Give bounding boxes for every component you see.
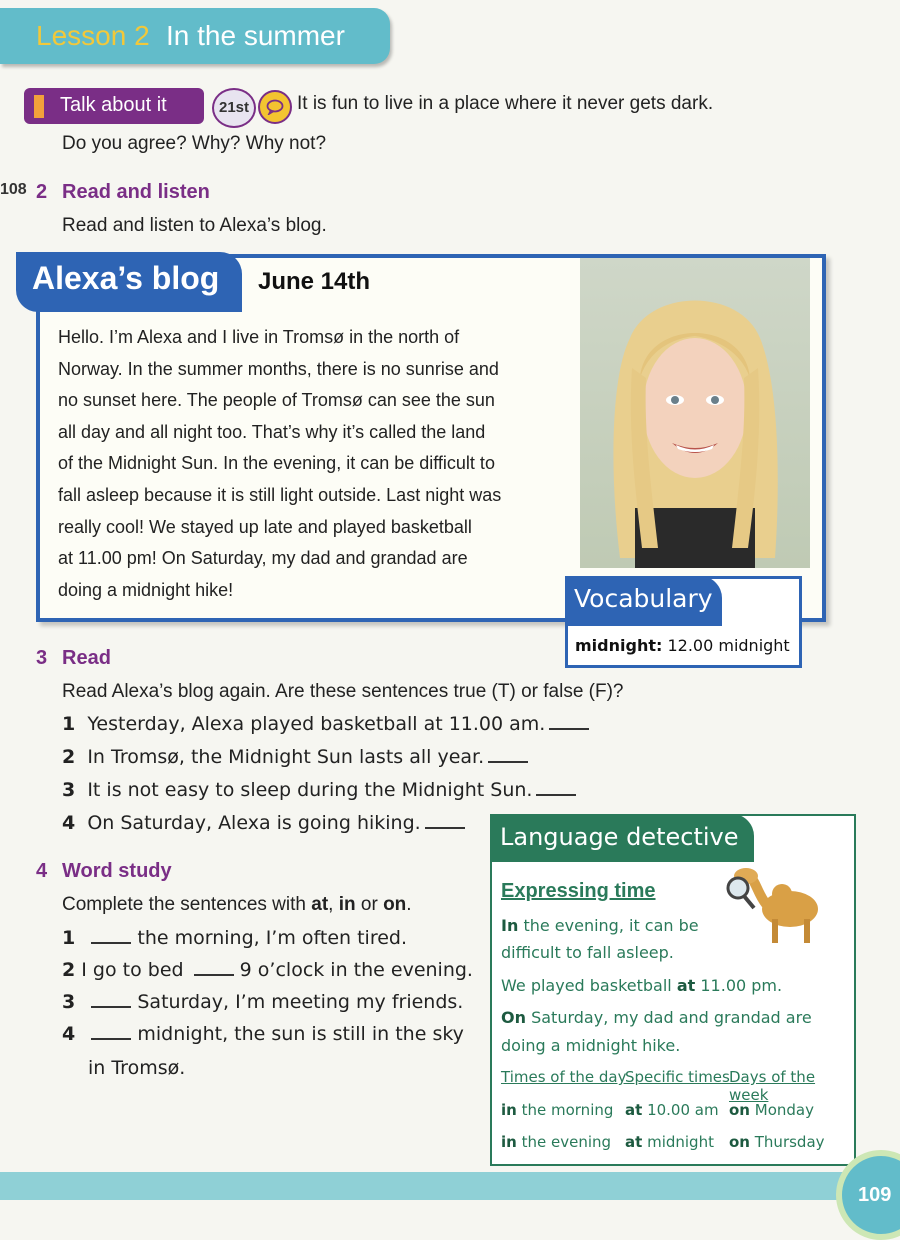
vocabulary-term: midnight: — [575, 636, 663, 655]
item-text: In Tromsø, the Midnight Sun lasts all year. — [87, 746, 485, 768]
example-text: Saturday, my dad and grandad are — [531, 1008, 812, 1027]
cell-text: Monday — [754, 1101, 814, 1119]
column-header: Specific times — [625, 1068, 730, 1086]
tf-item — [62, 713, 589, 735]
item-text: the morning, I’m often tired. — [137, 927, 408, 949]
tf-item — [62, 779, 576, 801]
item-text: On Saturday, Alexa is going hiking. — [87, 812, 421, 834]
answer-blank[interactable] — [91, 1006, 131, 1008]
answer-blank[interactable] — [536, 794, 576, 796]
keyword: on — [729, 1133, 750, 1151]
section4-title: Word study — [62, 860, 172, 882]
detective-subtitle: Expressing time — [501, 880, 656, 902]
item-number: 1 — [62, 713, 76, 735]
answer-blank[interactable] — [194, 974, 234, 976]
word-study-item-continuation: in Tromsø. — [88, 1057, 186, 1079]
table-cell — [625, 1101, 719, 1119]
example-text: 11.00 pm. — [700, 976, 783, 995]
keyword: in — [501, 1101, 517, 1119]
item-text: midnight, the sun is still in the sky — [137, 1023, 464, 1045]
item-number: 2 — [62, 746, 76, 768]
vocabulary-box — [565, 576, 802, 668]
section3-instruction: Read Alexa’s blog again. Are these sentences true (T) or false (F)? — [62, 681, 624, 702]
vocabulary-header — [565, 576, 722, 626]
lesson-number: Lesson 2 — [36, 20, 150, 51]
vocabulary-definition: 12.00 midnight — [667, 636, 790, 655]
example-1-cont: difficult to fall asleep. — [501, 943, 674, 962]
item-text: Saturday, I’m meeting my friends. — [137, 991, 464, 1013]
keyword-on: On — [501, 1008, 526, 1027]
blog-line: at 11.00 pm! On Saturday, my dad and grandad are — [58, 548, 468, 569]
period: . — [406, 894, 412, 915]
item-number: 4 — [62, 812, 76, 834]
item-number: 1 — [62, 927, 76, 949]
blog-line: doing a midnight hike! — [58, 579, 234, 600]
table-cell — [625, 1133, 714, 1151]
cell-text: Thursday — [754, 1133, 825, 1151]
blog-line: fall asleep because it is still light outside. Last night was — [58, 484, 502, 505]
or-text: or — [360, 894, 378, 915]
camel-detective-icon — [720, 864, 830, 946]
table-cell — [729, 1133, 825, 1151]
vocabulary-title: Vocabulary — [574, 584, 713, 613]
example-text: We played basketball — [501, 976, 672, 995]
blog-date: June 14th — [258, 268, 371, 295]
word-study-item — [62, 1023, 464, 1045]
tf-item — [62, 746, 528, 768]
section4-number: 4 — [36, 860, 48, 882]
blog-title: Alexa’s blog — [32, 260, 220, 296]
column-header: Times of the day — [501, 1068, 627, 1086]
item-text: 9 o’clock in the evening. — [239, 959, 473, 981]
word-study-item — [62, 959, 473, 981]
talk-about-it-header — [24, 88, 204, 124]
page-number: 109 — [858, 1184, 892, 1206]
keyword-in: in — [338, 894, 356, 915]
section4-instruction — [62, 894, 412, 916]
keyword-at: at — [676, 976, 696, 995]
example-text: the evening, it can be — [523, 916, 699, 935]
section3-title: Read — [62, 647, 111, 669]
section1-prompt: It is fun to live in a place where it never gets dark. — [297, 93, 714, 114]
footer-band — [0, 1172, 900, 1200]
item-text: Yesterday, Alexa played basketball at 11.00 am. — [87, 713, 546, 735]
cell-text: the morning — [521, 1101, 614, 1119]
keyword: at — [625, 1101, 643, 1119]
blog-title-tab — [16, 252, 242, 312]
answer-blank[interactable] — [425, 827, 465, 829]
item-number: 3 — [62, 991, 76, 1013]
item-number: 2 — [62, 959, 76, 981]
section1-question: Do you agree? Why? Why not? — [62, 133, 327, 154]
word-study-item — [62, 927, 407, 949]
keyword: in — [501, 1133, 517, 1151]
section3-number: 3 — [36, 647, 48, 669]
item-number: 3 — [62, 779, 76, 801]
language-detective-header — [490, 814, 754, 862]
example-1 — [501, 916, 699, 935]
blog-line: no sunset here. The people of Tromsø can see the sun — [58, 390, 495, 411]
language-detective-title: Language detective — [500, 823, 739, 851]
keyword: at — [625, 1133, 643, 1151]
section2-number: 2 — [36, 181, 48, 203]
cell-text: the evening — [521, 1133, 612, 1151]
section2-instruction: Read and listen to Alexa’s blog. — [62, 215, 327, 236]
blog-line: of the Midnight Sun. In the evening, it can be difficult to — [58, 453, 495, 474]
table-cell — [501, 1101, 613, 1119]
table-cell — [729, 1101, 814, 1119]
item-text: I go to bed — [81, 959, 184, 981]
blog-line: really cool! We stayed up late and played basketball — [58, 516, 472, 537]
example-3-cont: doing a midnight hike. — [501, 1036, 681, 1055]
21st-century-skills-icon: 21st — [212, 88, 256, 128]
blog-line: all day and all night too. That’s why it’s called the land — [58, 421, 486, 442]
lesson-banner — [0, 8, 390, 64]
tf-item — [62, 812, 465, 834]
speech-bubble-icon — [258, 90, 292, 124]
answer-blank[interactable] — [91, 1038, 131, 1040]
answer-blank[interactable] — [549, 728, 589, 730]
lesson-title: In the summer — [166, 20, 345, 51]
section2-title: Read and listen — [62, 181, 210, 203]
example-3 — [501, 1008, 812, 1027]
item-text: It is not easy to sleep during the Midnight Sun. — [87, 779, 533, 801]
item-number: 4 — [62, 1023, 76, 1045]
blog-line: Norway. In the summer months, there is no sunrise and — [58, 358, 499, 379]
audio-track-number: 108 — [0, 181, 27, 198]
section-marker — [34, 95, 44, 118]
cell-text: midnight — [647, 1133, 714, 1151]
word-study-item — [62, 991, 463, 1013]
keyword-at: at — [311, 894, 329, 915]
cell-text: 10.00 am — [647, 1101, 719, 1119]
comma: , — [328, 894, 334, 915]
keyword-on: on — [383, 894, 407, 915]
column-header: Days of the week — [729, 1068, 816, 1104]
answer-blank[interactable] — [488, 761, 528, 763]
language-detective-box — [490, 814, 856, 1166]
answer-blank[interactable] — [91, 942, 131, 944]
instruction-text: Complete the sentences with — [62, 894, 306, 915]
keyword: on — [729, 1101, 750, 1119]
girl-photo — [580, 258, 810, 568]
blog-line: Hello. I’m Alexa and I live in Tromsø in the north of — [58, 327, 460, 347]
keyword-in: In — [501, 916, 519, 935]
blog-text — [58, 322, 558, 606]
section1-title: Talk about it — [60, 94, 167, 116]
table-cell — [501, 1133, 611, 1151]
example-2 — [501, 976, 782, 995]
vocabulary-entry — [575, 636, 790, 655]
